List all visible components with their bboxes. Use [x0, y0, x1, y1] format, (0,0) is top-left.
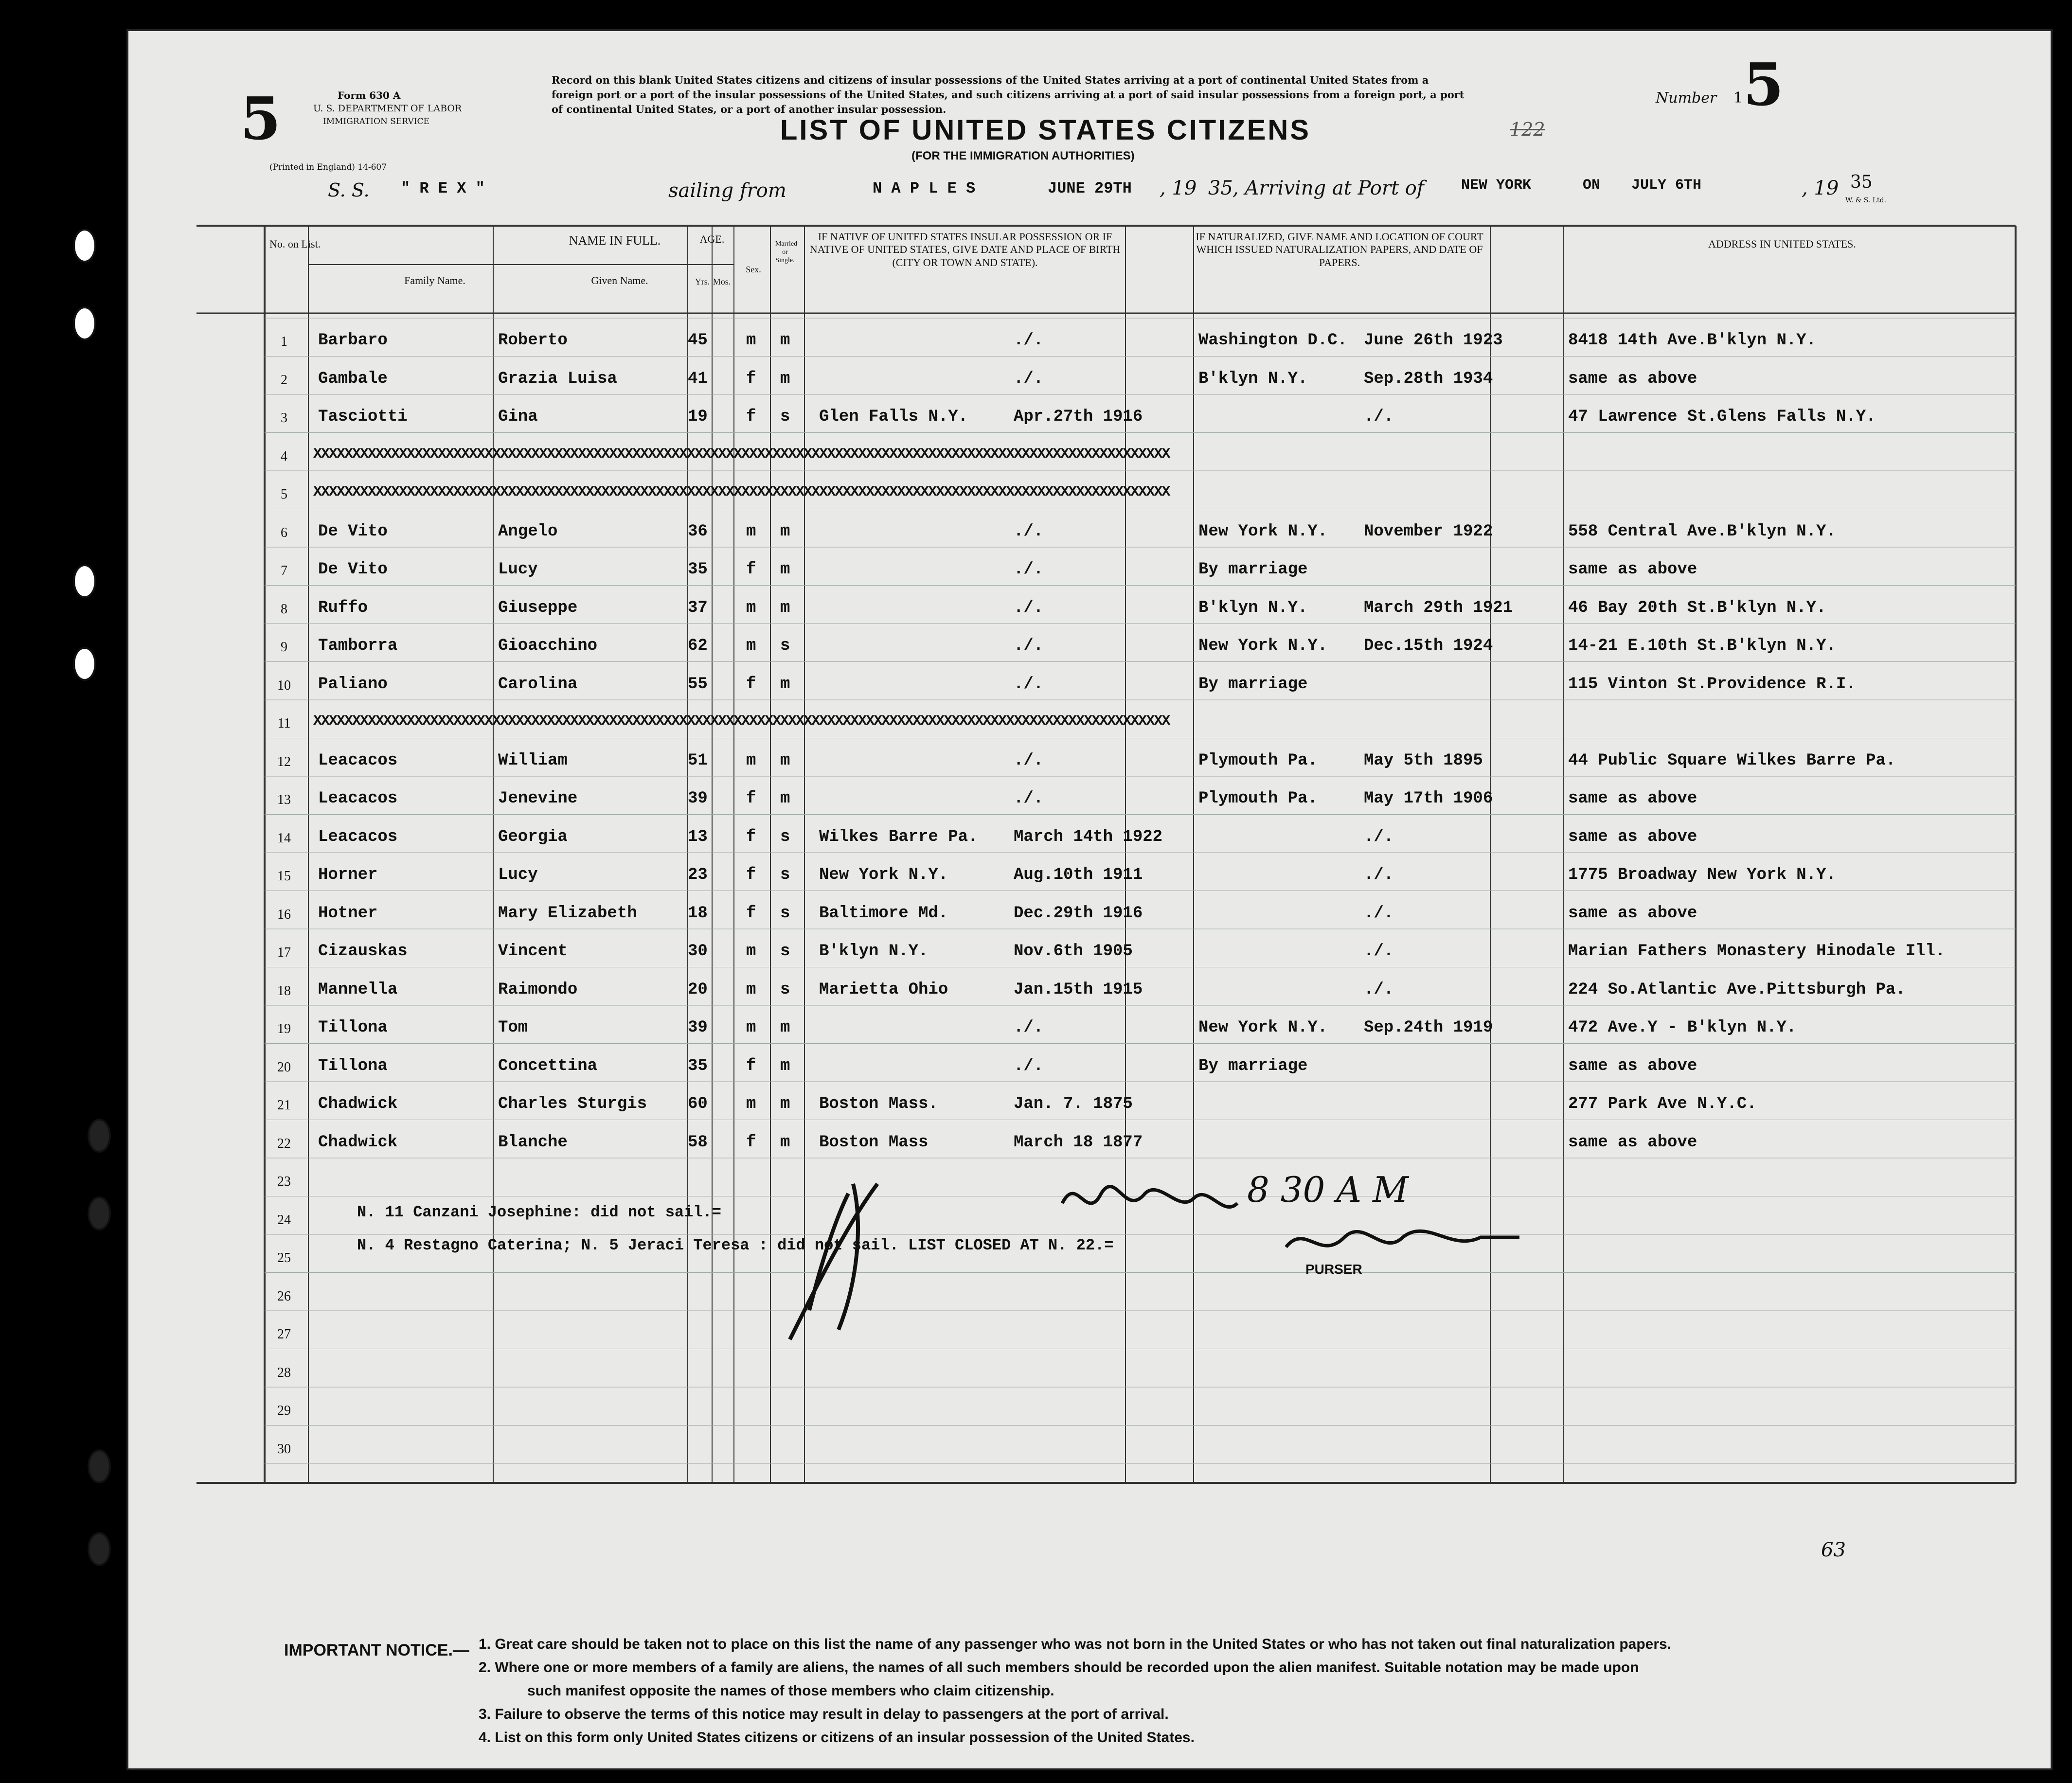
- given-name: Roberto: [498, 331, 568, 350]
- marital-status: m: [780, 1018, 790, 1037]
- marital-status: m: [780, 522, 790, 541]
- notice-item: 3. Failure to observe the terms of this notice may result in delay to passengers at the port of arrival.: [479, 1706, 1169, 1722]
- row-number: 7: [281, 563, 287, 579]
- sex: m: [746, 637, 756, 656]
- address: same as above: [1568, 560, 1697, 579]
- address: 47 Lawrence St.Glens Falls N.Y.: [1568, 408, 1876, 427]
- date-from: JUNE 29TH: [1048, 179, 1132, 197]
- binder-hole: [73, 306, 96, 340]
- row-number: 13: [277, 792, 291, 808]
- sheet-number: 5: [240, 85, 281, 153]
- given-name: Grazia Luisa: [498, 369, 617, 388]
- age-years: 58: [688, 1133, 708, 1152]
- row-number: 30: [277, 1441, 291, 1457]
- address: 46 Bay 20th St.B'klyn N.Y.: [1568, 598, 1826, 617]
- marital-status: s: [780, 980, 790, 999]
- note-row-23: N. 11 Canzani Josephine: did not sail.=: [357, 1203, 721, 1221]
- naturalization-court: B'klyn N.Y.: [1198, 598, 1308, 617]
- naturalization-date: May 5th 1895: [1364, 751, 1483, 770]
- age-years: 18: [688, 904, 708, 923]
- naturalization-court: Washington D.C.: [1198, 331, 1348, 350]
- row-number: 14: [277, 830, 291, 846]
- naturalization-court: New York N.Y.: [1198, 637, 1328, 656]
- sex: f: [746, 408, 756, 427]
- given-name: Georgia: [498, 827, 568, 846]
- naturalization-date: ./.: [1364, 904, 1394, 923]
- birth-date: Nov.6th 1905: [1014, 942, 1133, 961]
- row-number: 27: [277, 1327, 291, 1342]
- sex: m: [746, 980, 756, 999]
- col-sex: Sex.: [746, 265, 761, 274]
- birth-date: Apr.27th 1916: [1014, 408, 1143, 427]
- birth-date: ./.: [1014, 675, 1044, 694]
- age-years: 36: [688, 522, 708, 541]
- sex: f: [746, 904, 756, 923]
- family-name: Hotner: [318, 904, 378, 923]
- row-number: 21: [277, 1098, 291, 1113]
- notice-label: IMPORTANT NOTICE.—: [284, 1641, 469, 1659]
- marital-status: s: [780, 408, 790, 427]
- address: same as above: [1568, 789, 1697, 808]
- col-age: AGE.: [699, 233, 725, 245]
- naturalization-court: By marriage: [1198, 1056, 1308, 1075]
- col-given-name: Given Name.: [591, 274, 648, 286]
- family-name: Tasciotti: [318, 408, 408, 427]
- row-number: 23: [277, 1174, 291, 1190]
- naturalization-date: ./.: [1364, 408, 1394, 427]
- address: 115 Vinton St.Providence R.I.: [1568, 675, 1856, 694]
- given-name: William: [498, 751, 568, 770]
- page-subtitle: (FOR THE IMMIGRATION AUTHORITIES): [911, 149, 1135, 162]
- sex: f: [746, 1056, 756, 1075]
- sex: f: [746, 369, 756, 388]
- row-number: 1: [281, 334, 287, 350]
- birth-date: Jan. 7. 1875: [1014, 1095, 1133, 1114]
- address: 1775 Broadway New York N.Y.: [1568, 866, 1836, 885]
- notice-item: 1. Great care should be taken not to place on this list the name of any passenger who was not born in the United States or who has not taken out final naturalization papers.: [479, 1636, 1672, 1652]
- struck-row: XXXXXXXXXXXXXXXXXXXXXXXXXXXXXXXXXXXXXXXXXXXXXXXXXXXXXXXXXXXXXXXXXXXXXXXXXXXXXXXXXXXXXXXXXXXXXXXXXXXXXXXXXXXXXX: [313, 713, 1170, 730]
- marital-status: s: [780, 904, 790, 923]
- age-years: 30: [688, 942, 708, 961]
- sex: m: [746, 942, 756, 961]
- age-years: 37: [688, 598, 708, 617]
- family-name: Cizauskas: [318, 942, 408, 961]
- marital-status: s: [780, 942, 790, 961]
- printed-note: (Printed in England) 14-607: [269, 162, 387, 172]
- age-years: 41: [688, 369, 708, 388]
- col-mos: Mos.: [713, 277, 731, 286]
- col-name-in-full: NAME IN FULL.: [569, 233, 661, 248]
- family-name: Horner: [318, 866, 378, 885]
- struck-row: XXXXXXXXXXXXXXXXXXXXXXXXXXXXXXXXXXXXXXXXXXXXXXXXXXXXXXXXXXXXXXXXXXXXXXXXXXXXXXXXXXXXXXXXXXXXXXXXXXXXXXXXXXXXXX: [313, 446, 1170, 463]
- row-number: 19: [277, 1021, 291, 1037]
- inspector-time: 8 30 A M: [1247, 1169, 1409, 1210]
- age-years: 45: [688, 331, 708, 350]
- ruled-grid: [128, 31, 2051, 1768]
- family-name: Mannella: [318, 980, 398, 999]
- age-years: 19: [688, 408, 708, 427]
- given-name: Jenevine: [498, 789, 578, 808]
- birth-date: March 14th 1922: [1014, 827, 1163, 846]
- address: same as above: [1568, 1056, 1697, 1075]
- binder-hole: [88, 1532, 111, 1566]
- sex: f: [746, 675, 756, 694]
- age-years: 20: [688, 980, 708, 999]
- sex: f: [746, 866, 756, 885]
- col-yrs: Yrs.: [695, 277, 710, 286]
- col-native-birth: IF NATIVE OF UNITED STATES INSULAR POSSESSION OR IF NATIVE OF UNITED STATES, GIVE DATE AND PLACE OF BIRTH (CITY OR TOWN AND STATE).: [809, 231, 1121, 268]
- notice-item: 4. List on this form only United States citizens or citizens of an insular possession of the United States.: [479, 1730, 1195, 1746]
- birth-place: B'klyn N.Y.: [819, 942, 929, 961]
- row-number: 29: [277, 1403, 291, 1419]
- marital-status: m: [780, 789, 790, 808]
- col-married: Married or Single.: [775, 240, 798, 264]
- row-number: 10: [277, 678, 291, 693]
- naturalization-court: By marriage: [1198, 675, 1308, 694]
- stamp-number: 122: [1510, 119, 1545, 140]
- row-number: 28: [277, 1365, 291, 1380]
- birth-date: ./.: [1014, 1056, 1044, 1075]
- age-years: 60: [688, 1095, 708, 1114]
- family-name: Gambale: [318, 369, 388, 388]
- marital-status: s: [780, 637, 790, 656]
- row-number: 12: [277, 754, 291, 769]
- address: 44 Public Square Wilkes Barre Pa.: [1568, 751, 1896, 770]
- marital-status: m: [780, 1133, 790, 1152]
- number-prefix: 1: [1733, 89, 1743, 107]
- binder-hole: [73, 229, 96, 263]
- row-number: 3: [281, 410, 287, 426]
- birth-date: Aug.10th 1911: [1014, 866, 1143, 885]
- address: same as above: [1568, 1133, 1697, 1152]
- naturalization-court: Plymouth Pa.: [1198, 789, 1318, 808]
- marital-status: s: [780, 827, 790, 846]
- sex: m: [746, 1095, 756, 1114]
- wsl-mark: W. & S. Ltd.: [1845, 196, 1887, 204]
- naturalization-date: Sep.28th 1934: [1364, 369, 1493, 388]
- sex: m: [746, 1018, 756, 1037]
- col-address: ADDRESS IN UNITED STATES.: [1708, 238, 1856, 250]
- ss-label: S. S.: [328, 179, 370, 201]
- naturalization-date: ./.: [1364, 827, 1394, 846]
- row-number: 6: [281, 525, 287, 540]
- given-name: Giuseppe: [498, 598, 578, 617]
- birth-date: ./.: [1014, 751, 1044, 770]
- record-text-2: foreign port or a port of the insular possessions of the United States, and such citizens arriving at a port of said insular possessions from a foreign port, a port: [552, 89, 1465, 101]
- row-number: 4: [281, 448, 287, 464]
- page-title: LIST OF UNITED STATES CITIZENS: [780, 114, 1311, 146]
- age-years: 62: [688, 637, 708, 656]
- given-name: Charles Sturgis: [498, 1095, 647, 1114]
- address: Marian Fathers Monastery Hinodale Ill.: [1568, 942, 1946, 961]
- naturalization-date: Dec.15th 1924: [1364, 637, 1493, 656]
- note-row-24: N. 4 Restagno Caterina; N. 5 Jeraci Teresa : did not sail. LIST CLOSED AT N. 22.=: [357, 1236, 1114, 1254]
- marital-status: m: [780, 1095, 790, 1114]
- family-name: Tamborra: [318, 637, 398, 656]
- address: same as above: [1568, 369, 1697, 388]
- row-number: 8: [281, 601, 287, 617]
- row-number: 5: [281, 487, 287, 502]
- port-from: N A P L E S: [873, 179, 976, 197]
- row-number: 11: [277, 716, 291, 731]
- naturalization-date: ./.: [1364, 942, 1394, 961]
- purser-label: PURSER: [1305, 1262, 1362, 1277]
- binder-hole: [88, 1196, 111, 1230]
- number-value: 5: [1743, 51, 1784, 119]
- birth-date: Dec.29th 1916: [1014, 904, 1143, 923]
- service: IMMIGRATION SERVICE: [323, 117, 429, 126]
- address: 558 Central Ave.B'klyn N.Y.: [1568, 522, 1836, 541]
- year-to: 35: [1850, 172, 1873, 192]
- naturalization-date: June 26th 1923: [1364, 331, 1503, 350]
- given-name: Raimondo: [498, 980, 578, 999]
- birth-date: ./.: [1014, 522, 1044, 541]
- given-name: Lucy: [498, 560, 538, 579]
- row-number: 18: [277, 983, 291, 998]
- naturalization-court: New York N.Y.: [1198, 522, 1328, 541]
- family-name: Tillona: [318, 1056, 388, 1075]
- arriving-label: , Arriving at Port of: [1232, 177, 1424, 199]
- given-name: Carolina: [498, 675, 578, 694]
- sex: f: [746, 1133, 756, 1152]
- address: 14-21 E.10th St.B'klyn N.Y.: [1568, 637, 1836, 656]
- naturalization-date: Sep.24th 1919: [1364, 1018, 1493, 1037]
- family-name: Ruffo: [318, 598, 368, 617]
- address: 277 Park Ave N.Y.C.: [1568, 1095, 1757, 1114]
- sex: f: [746, 789, 756, 808]
- row-number: 24: [277, 1212, 291, 1228]
- birth-date: ./.: [1014, 789, 1044, 808]
- given-name: Gina: [498, 408, 538, 427]
- record-text-3: of continental United States, or a port of another insular possession.: [552, 103, 947, 115]
- given-name: Lucy: [498, 866, 538, 885]
- row-number: 25: [277, 1250, 291, 1266]
- given-name: Angelo: [498, 522, 558, 541]
- given-name: Vincent: [498, 942, 568, 961]
- col-naturalized: IF NATURALIZED, GIVE NAME AND LOCATION OF COURT WHICH ISSUED NATURALIZATION PAPERS, AND DATE OF PAPERS.: [1196, 231, 1483, 268]
- notice-item: 2. Where one or more members of a family are aliens, the names of all such members should be recorded upon the alien manifest. Suitable notation may be made upon: [479, 1659, 1639, 1676]
- number-label: Number: [1656, 89, 1717, 107]
- given-name: Concettina: [498, 1056, 598, 1075]
- marital-status: m: [780, 331, 790, 350]
- naturalization-court: By marriage: [1198, 560, 1308, 579]
- sex: m: [746, 522, 756, 541]
- naturalization-date: ./.: [1364, 866, 1394, 885]
- on-label: ON: [1583, 177, 1601, 194]
- row-number: 22: [277, 1136, 291, 1151]
- date-to: JULY 6TH: [1631, 177, 1702, 194]
- birth-place: Glen Falls N.Y.: [819, 408, 968, 427]
- family-name: De Vito: [318, 560, 388, 579]
- family-name: Barbaro: [318, 331, 388, 350]
- naturalization-date: May 17th 1906: [1364, 789, 1493, 808]
- age-years: 35: [688, 1056, 708, 1075]
- given-name: Mary Elizabeth: [498, 904, 637, 923]
- naturalization-date: March 29th 1921: [1364, 598, 1513, 617]
- address: 8418 14th Ave.B'klyn N.Y.: [1568, 331, 1817, 350]
- birth-date: ./.: [1014, 369, 1044, 388]
- family-name: Tillona: [318, 1018, 388, 1037]
- row-number: 2: [281, 372, 287, 388]
- age-years: 39: [688, 789, 708, 808]
- family-name: Chadwick: [318, 1095, 398, 1114]
- sex: m: [746, 331, 756, 350]
- family-name: De Vito: [318, 522, 388, 541]
- marital-status: m: [780, 560, 790, 579]
- col-no: No. on List.: [269, 238, 321, 250]
- given-name: Blanche: [498, 1133, 568, 1152]
- birth-place: Marietta Ohio: [819, 980, 948, 999]
- age-years: 13: [688, 827, 708, 846]
- marital-status: m: [780, 598, 790, 617]
- family-name: Leacacos: [318, 827, 398, 846]
- age-years: 55: [688, 675, 708, 694]
- naturalization-date: ./.: [1364, 980, 1394, 999]
- sailing-label: sailing from: [668, 179, 786, 202]
- address: same as above: [1568, 904, 1697, 923]
- birth-date: ./.: [1014, 637, 1044, 656]
- naturalization-court: B'klyn N.Y.: [1198, 369, 1308, 388]
- row-number: 20: [277, 1059, 291, 1075]
- birth-date: Jan.15th 1915: [1014, 980, 1143, 999]
- birth-place: Wilkes Barre Pa.: [819, 827, 978, 846]
- col-family-name: Family Name.: [404, 274, 465, 286]
- record-text-1: Record on this blank United States citizens and citizens of insular possessions of the United States arriving at a port of continental United States from a: [552, 74, 1429, 86]
- address: 224 So.Atlantic Ave.Pittsburgh Pa.: [1568, 980, 1906, 999]
- given-name: Gioacchino: [498, 637, 598, 656]
- birth-date: ./.: [1014, 331, 1044, 350]
- manifest-sheet: [126, 29, 2053, 1770]
- birth-place: New York N.Y.: [819, 866, 948, 885]
- binder-hole: [88, 1119, 111, 1153]
- family-name: Leacacos: [318, 789, 398, 808]
- marital-status: m: [780, 1056, 790, 1075]
- family-name: Leacacos: [318, 751, 398, 770]
- row-number: 15: [277, 869, 291, 884]
- birth-date: ./.: [1014, 1018, 1044, 1037]
- binder-hole: [73, 564, 96, 598]
- age-years: 23: [688, 866, 708, 885]
- sex: m: [746, 751, 756, 770]
- birth-place: Baltimore Md.: [819, 904, 948, 923]
- birth-place: Boston Mass: [819, 1133, 929, 1152]
- struck-row: XXXXXXXXXXXXXXXXXXXXXXXXXXXXXXXXXXXXXXXXXXXXXXXXXXXXXXXXXXXXXXXXXXXXXXXXXXXXXXXXXXXXXXXXXXXXXXXXXXXXXXXXXXXXXX: [313, 484, 1170, 501]
- signatures-drawing: [663, 1164, 1636, 1369]
- birth-date: ./.: [1014, 598, 1044, 617]
- notice-item: such manifest opposite the names of those members who claim citizenship.: [527, 1683, 1054, 1699]
- age-years: 51: [688, 751, 708, 770]
- ship-name: " R E X ": [401, 179, 485, 197]
- marital-status: m: [780, 369, 790, 388]
- naturalization-date: November 1922: [1364, 522, 1493, 541]
- year-prefix-2: , 19: [1802, 177, 1839, 199]
- row-number: 9: [281, 640, 287, 655]
- sex: f: [746, 560, 756, 579]
- sex: m: [746, 598, 756, 617]
- family-name: Chadwick: [318, 1133, 398, 1152]
- address: 472 Ave.Y - B'klyn N.Y.: [1568, 1018, 1797, 1037]
- sex: f: [746, 827, 756, 846]
- marital-status: m: [780, 675, 790, 694]
- age-years: 39: [688, 1018, 708, 1037]
- birth-date: March 18 1877: [1014, 1133, 1143, 1152]
- year-from: 35: [1208, 177, 1233, 199]
- binder-hole: [73, 647, 96, 681]
- binder-hole: [88, 1449, 111, 1483]
- year-prefix: , 19: [1160, 177, 1197, 199]
- row-number: 26: [277, 1288, 291, 1304]
- address: same as above: [1568, 827, 1697, 846]
- row-number: 17: [277, 945, 291, 961]
- birth-place: Boston Mass.: [819, 1095, 938, 1114]
- marital-status: m: [780, 751, 790, 770]
- form-number: Form 630 A: [338, 89, 401, 101]
- family-name: Paliano: [318, 675, 388, 694]
- naturalization-court: Plymouth Pa.: [1198, 751, 1318, 770]
- marital-status: s: [780, 866, 790, 885]
- age-years: 35: [688, 560, 708, 579]
- birth-date: ./.: [1014, 560, 1044, 579]
- given-name: Tom: [498, 1018, 528, 1037]
- page-number: 63: [1821, 1539, 1846, 1561]
- naturalization-court: New York N.Y.: [1198, 1018, 1328, 1037]
- department: U. S. DEPARTMENT OF LABOR: [313, 103, 462, 114]
- port-to: NEW YORK: [1461, 177, 1532, 194]
- row-number: 16: [277, 907, 291, 922]
